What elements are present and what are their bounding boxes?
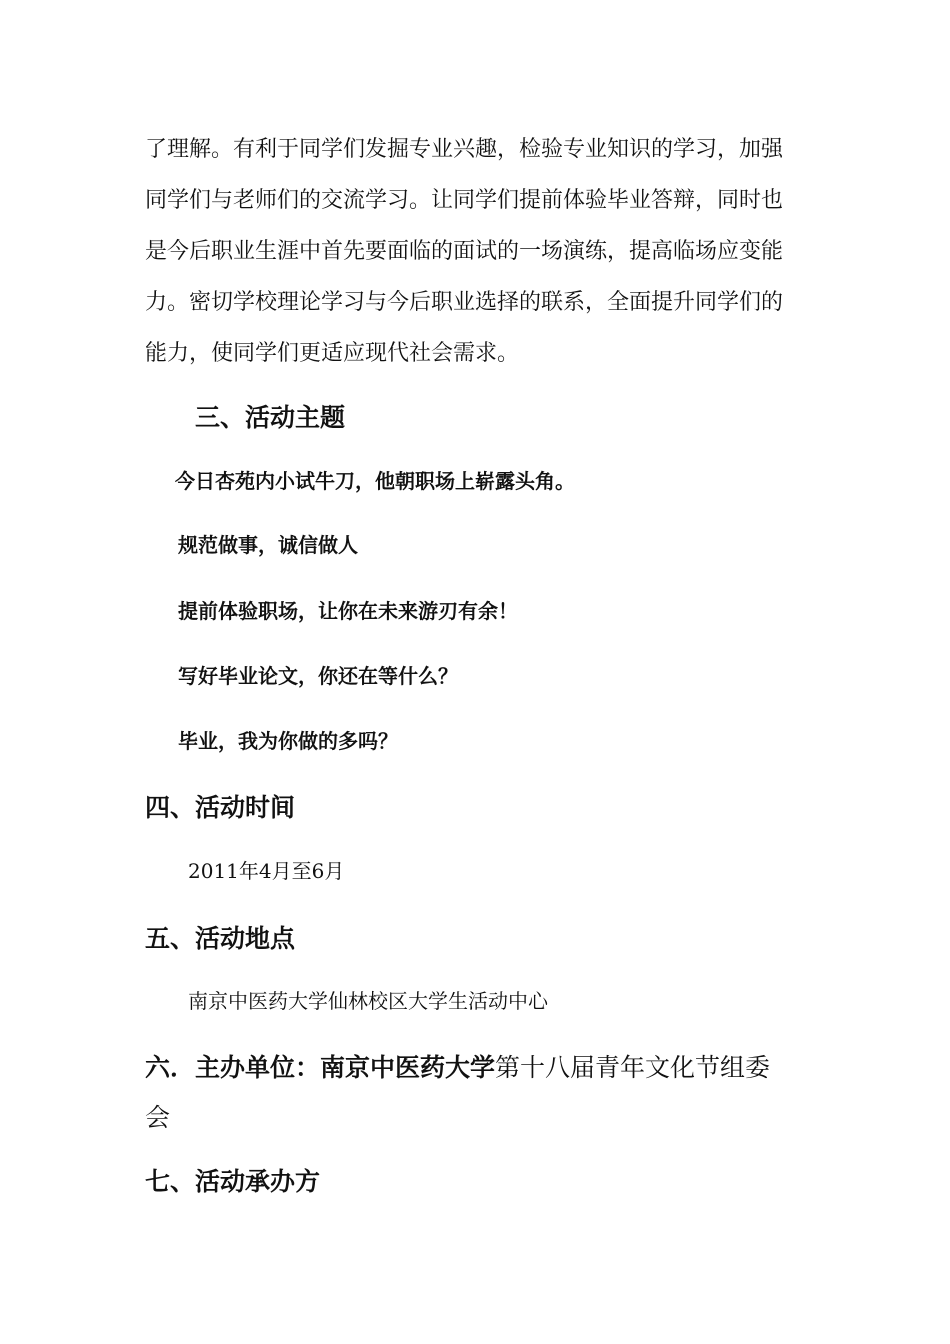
slogan-2: 规范做事，诚信做人 bbox=[178, 533, 358, 557]
organizer-university: 南京中医药大学 bbox=[320, 1053, 496, 1082]
section-heading-host: 七、活动承办方 bbox=[145, 1167, 321, 1196]
slogan-4: 写好毕业论文，你还在等什么？ bbox=[178, 664, 458, 688]
section-organizer-line bbox=[145, 1055, 770, 1080]
organizer-committee: 第十八届青年文化节组委 bbox=[495, 1053, 771, 1082]
organizer-continuation-text: 会 bbox=[145, 1103, 171, 1132]
paragraph-line-4: 力。密切学校理论学习与今后职业选择的联系，全面提升同学们的 bbox=[145, 290, 784, 315]
organizer-continuation bbox=[145, 1105, 170, 1130]
paragraph-line-3: 是今后职业生涯中首先要面临的面试的一场演练，提高临场应变能 bbox=[145, 239, 784, 264]
paragraph-line-1: 了理解。有利于同学们发掘专业兴趣，检验专业知识的学习，加强 bbox=[145, 137, 784, 162]
organizer-label: 六．主办单位： bbox=[145, 1053, 321, 1082]
section-heading-time: 四、活动时间 bbox=[145, 793, 296, 822]
activity-location: 南京中医药大学仙林校区大学生活动中心 bbox=[188, 989, 548, 1013]
paragraph-line-5: 能力，使同学们更适应现代社会需求。 bbox=[145, 341, 520, 366]
paragraph-line-2: 同学们与老师们的交流学习。让同学们提前体验毕业答辩，同时也 bbox=[145, 188, 784, 213]
slogan-3: 提前体验职场，让你在未来游刃有余！ bbox=[178, 599, 518, 623]
activity-time: 2011年4月至6月 bbox=[188, 859, 345, 883]
slogan-1: 今日杏苑内小试牛刀，他朝职场上崭露头角。 bbox=[175, 469, 575, 493]
slogan-5: 毕业，我为你做的多吗？ bbox=[178, 729, 398, 753]
section-heading-location: 五、活动地点 bbox=[145, 924, 296, 953]
section-heading-theme: 三、活动主题 bbox=[195, 403, 346, 432]
